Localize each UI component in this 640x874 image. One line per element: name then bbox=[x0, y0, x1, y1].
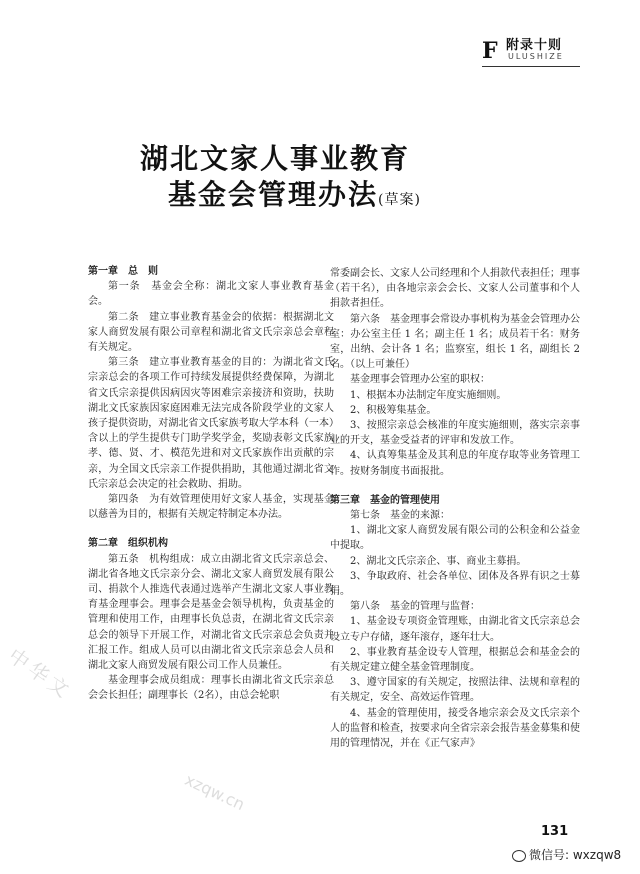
paragraph: 第七条 基金的来源： bbox=[350, 510, 450, 522]
paragraph: 基金理事会管理办公室的职权： bbox=[350, 374, 490, 386]
paragraph: 第八条 基金的管理与监督： bbox=[350, 601, 480, 613]
paragraph: 第二条 建立事业教育基金会的依据：根据湖北文家人商贸发展有限公司章程和湖北省文氏宗亲总会章程有关规定。 bbox=[88, 311, 334, 354]
paragraph: 3、争取政府、社会各单位、团体及各界有识之士募捐。 bbox=[330, 570, 580, 598]
header-letter: F bbox=[482, 38, 498, 64]
paragraph: 3、按照宗亲总会核准的年度实施细则，落实宗亲事业的开支，基金受益者的评审和发放工作。 bbox=[330, 420, 580, 447]
header-rule bbox=[482, 66, 580, 67]
paragraph: 4、认真筹集基金及其利息的年度存取等业务管理工作。按财务制度书面报批。 bbox=[330, 450, 580, 477]
wechat-label: 微信号: wxzqw8 bbox=[529, 848, 622, 862]
paragraph: 2、湖北文氏宗亲企、事、商业主募捐。 bbox=[350, 555, 527, 567]
paragraph: 基金理事会成员组成：理事长由湖北省文氏宗亲总会会长担任；副理事长（2名），由总会轮职 bbox=[88, 675, 334, 702]
header-subtitle: ULUSHIZE bbox=[508, 52, 564, 61]
title-line-2-wrap bbox=[140, 177, 421, 218]
left-column bbox=[88, 264, 334, 704]
watermark-text: 中华文 bbox=[3, 643, 77, 705]
paragraph: 2、事业教育基金设专人管理，根据总会和基金会的有关规定建立健全基金管理制度。 bbox=[330, 646, 580, 674]
title-line-1: 湖北文家人事业教育 bbox=[140, 142, 411, 175]
chapter-heading: 第一章 总 则 bbox=[88, 266, 158, 277]
paragraph: 4、基金的管理使用，接受各地宗亲会及文氏宗亲个人的监督和检查，按要求向全省宗亲会报告基金募集和使用的管理情况，并在《正气家声》 bbox=[330, 707, 580, 750]
section-gap bbox=[88, 522, 334, 536]
paragraph: 3、遵守国家的有关规定，按照法律、法规和章程的有关规定，安全、高效运作管理。 bbox=[330, 677, 580, 704]
page-number: 131 bbox=[541, 824, 569, 839]
chapter-heading: 第二章 组织机构 bbox=[88, 538, 168, 550]
paragraph: 第六条 基金理事会常设办事机构为基金会管理办公室：办公室主任 1 名；副主任 1 名；成员若干名：财务室，出纳、会计各 1 名；监察室，组长 1 名，副组长 2 名。（以上可兼任） bbox=[330, 313, 580, 371]
paragraph: 第五条 机构组成：成立由湖北省文氏宗亲总会、湖北省各地文氏宗亲分会、湖北文家人商贸发展有限公司、捐款个人推选代表通过选举产生湖北文家人事业教育基金理事会。理事会是基金会领导机构，负责基金的管理和使用工作，由理事长负总责，在湖北省文氏宗亲总会的领导下开展工作，对湖北省文氏宗亲总会负责并汇报工作。组成人员可以由湖北省文氏宗亲总会人员和湖北文家人商贸发展有限公司工作人员兼任。 bbox=[88, 553, 334, 672]
article-title bbox=[140, 141, 421, 218]
paragraph: 1、基金设专项资金管理账，由湖北省文氏宗亲总会设立专户存储，逐年滚存，逐年壮大。 bbox=[330, 616, 580, 643]
watermark-url: xzqw.cn bbox=[181, 770, 248, 815]
paragraph: 第三条 建立事业教育基金的目的：为湖北省文氏宗亲总会的各项工作可持续发展提供经费保障，为湖北省文氏宗亲提供因病因灾等困难宗亲接济和资助，扶助湖北文氏家族因家庭困难无法完成各阶段学业的文家人孩子提供资助，对湖北省文氏家族考取大学本科（一本）含以上的学生提供专门助学奖学金，奖励表彰文氏家族孝、德、贤、才、模范先进和对文氏家族作出贡献的宗亲，为全国文氏宗亲工作提供捐助，其他通过湖北省文氏宗亲总会决定的社会救助、捐助。 bbox=[88, 357, 334, 490]
right-column bbox=[330, 266, 580, 751]
chapter-heading: 第三章 基金的管理使用 bbox=[330, 494, 440, 506]
section-gap bbox=[330, 479, 580, 493]
title-line-2: 基金会管理办法 bbox=[168, 178, 379, 211]
paragraph: 常委副会长、文家人公司经理和个人捐款代表担任；理事（若干名），由各地宗亲会会长、文家人公司董事和个人捐款者担任。 bbox=[330, 268, 580, 310]
paragraph: 第四条 为有效管理使用好文家人基金，实现基金以慈善为目的，根据有关规定特制定本办法。 bbox=[88, 494, 334, 521]
paragraph: 1、湖北文家人商贸发展有限公司的公积金和公益金中提取。 bbox=[330, 525, 580, 552]
title-draft-mark: (草案) bbox=[378, 192, 421, 208]
paragraph: 2、积极筹集基金。 bbox=[350, 404, 437, 416]
wechat-icon bbox=[512, 850, 526, 862]
paragraph: 1、根据本办法制定年度实施细则。 bbox=[350, 389, 507, 401]
paragraph: 第一条 基金会全称：湖北文家人事业教育基金会。 bbox=[88, 281, 334, 308]
header-title: 附录十则 bbox=[506, 38, 563, 53]
wechat-id bbox=[512, 846, 621, 863]
